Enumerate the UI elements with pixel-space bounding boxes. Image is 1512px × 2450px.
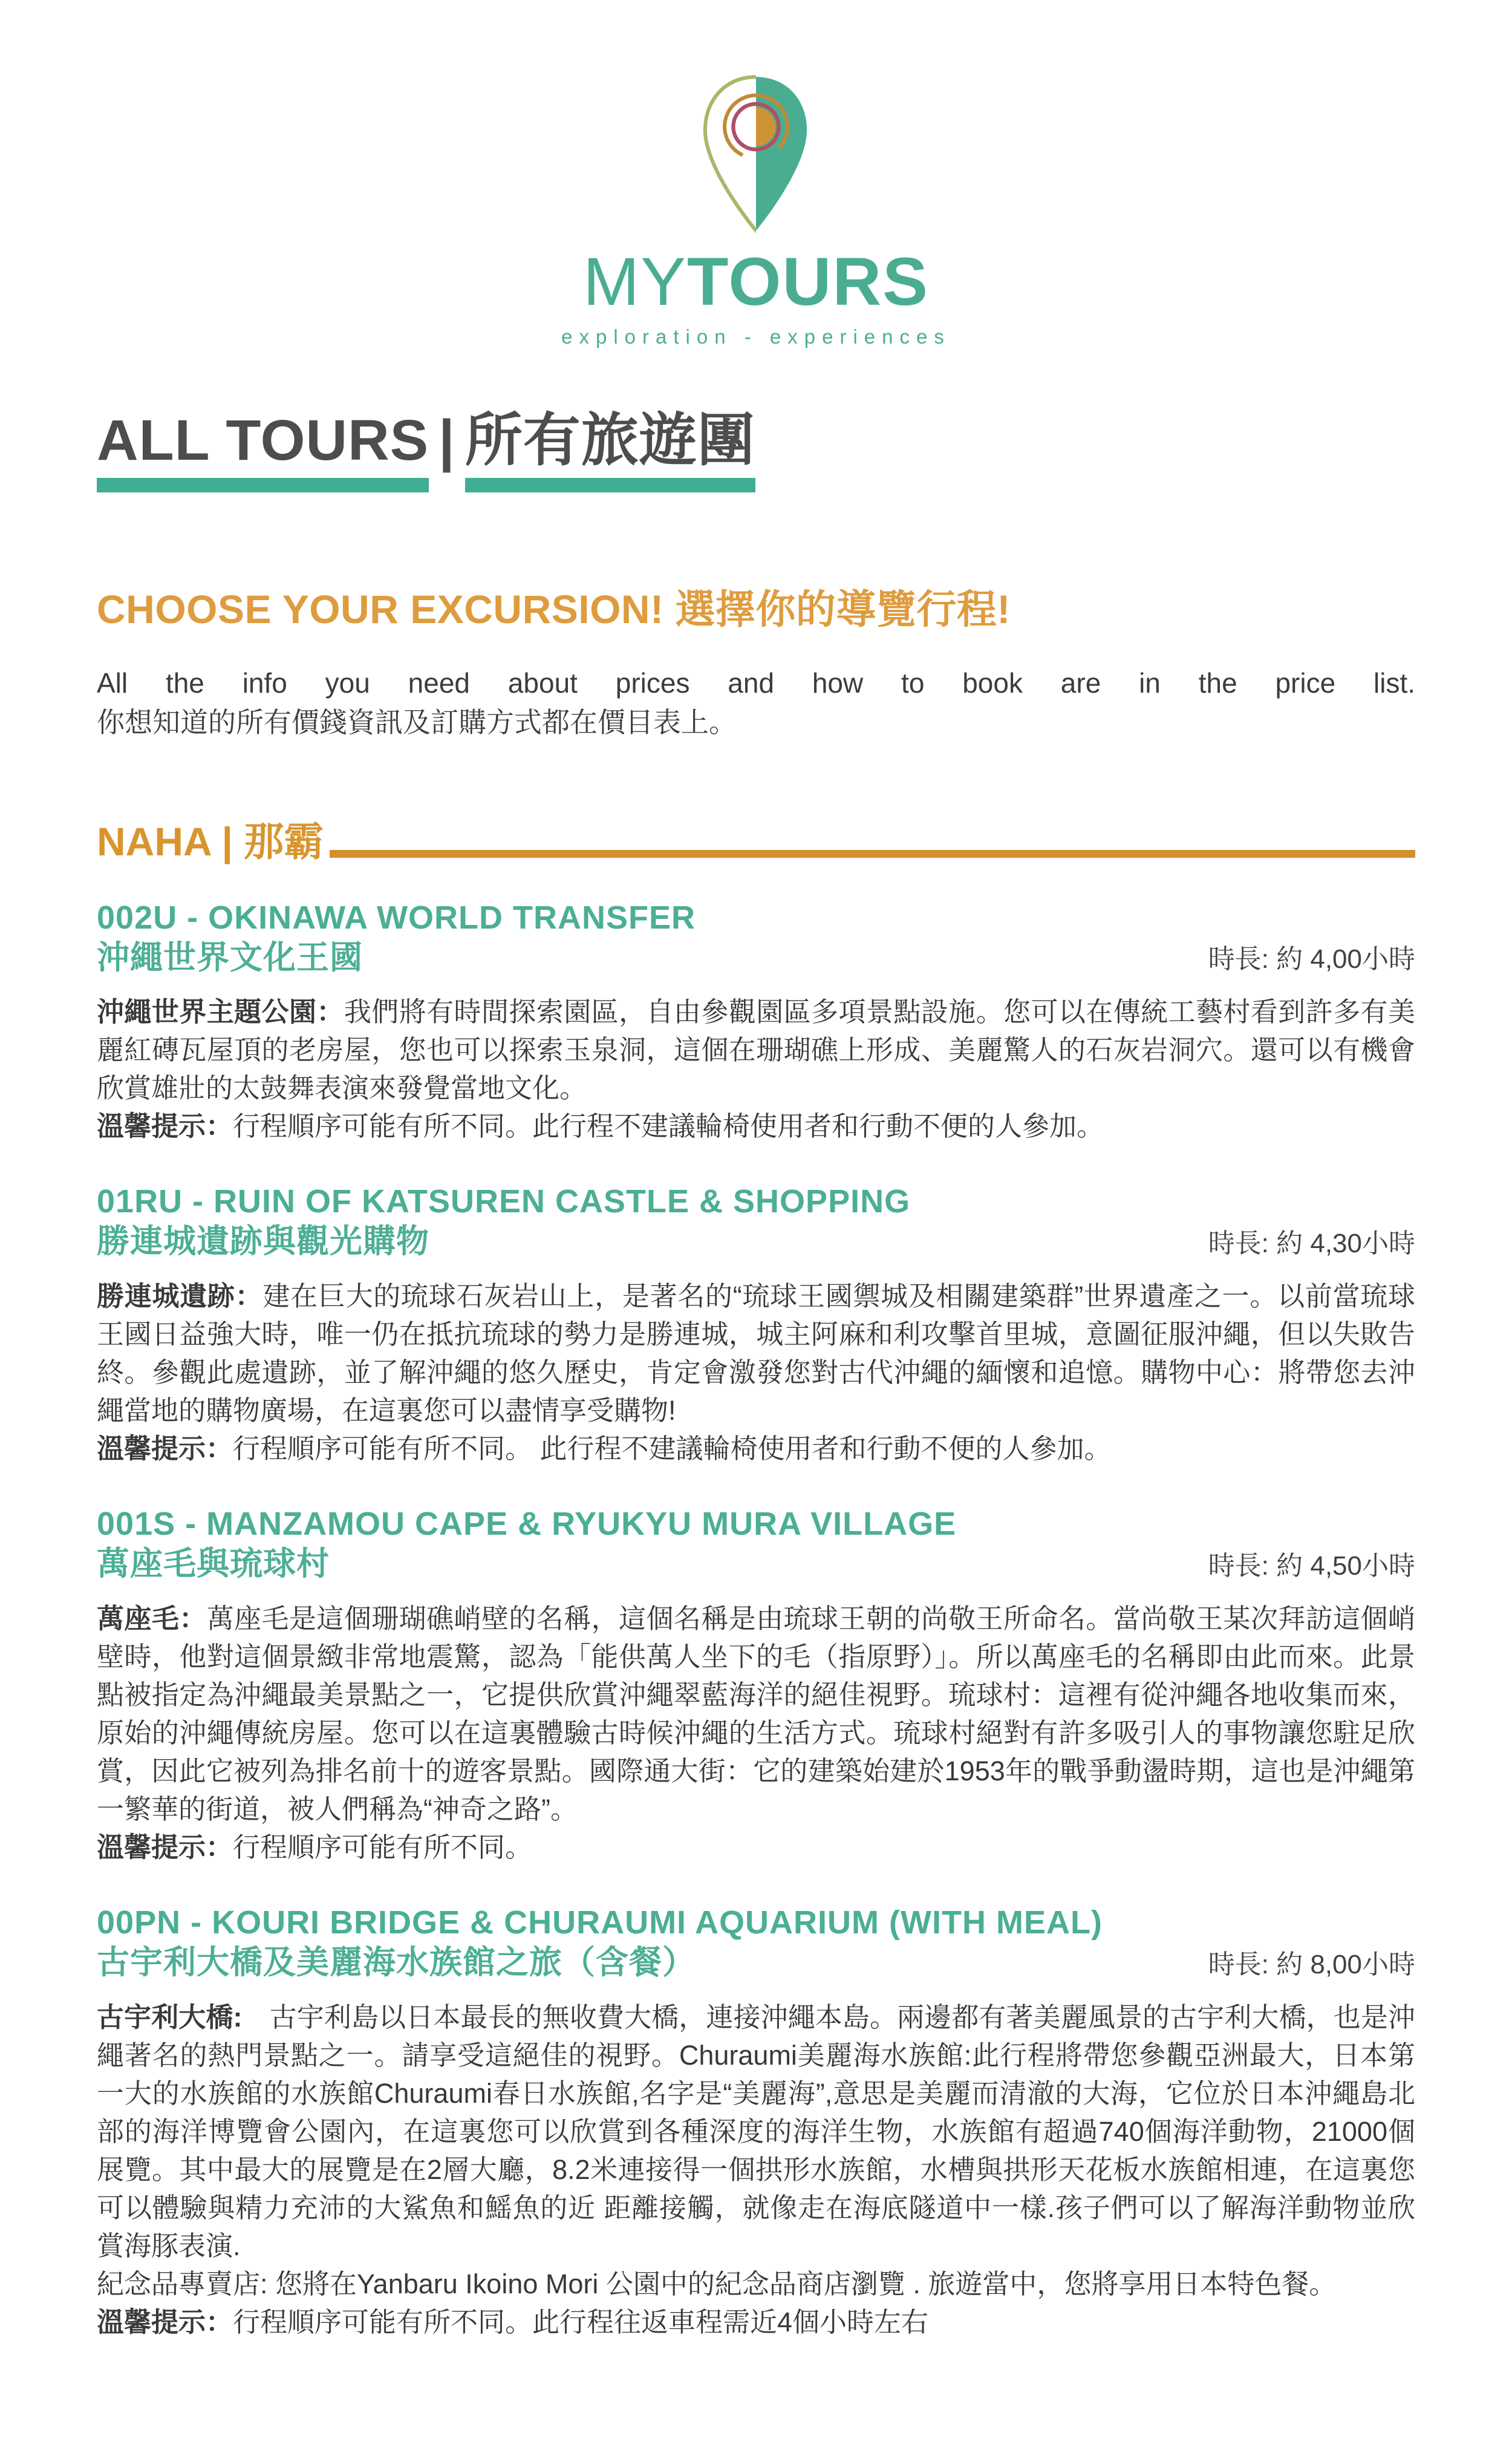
tour-duration: 時長: 約 4,50小時 <box>1208 1550 1415 1581</box>
brand-tagline: exploration - experiences <box>561 325 951 348</box>
tour-card-001s <box>97 1505 1415 1866</box>
tour-tip <box>97 1828 1415 1866</box>
intro-text-zh: 你想知道的所有價錢資訊及訂購方式都在價目表上。 <box>97 707 737 739</box>
tour-paragraph <box>97 1599 1415 1828</box>
tour-duration: 時長: 約 4,30小時 <box>1208 1229 1415 1259</box>
tour-card-002u <box>97 899 1415 1146</box>
tour-subtitle-row <box>97 1221 1415 1261</box>
tour-description <box>97 1998 1415 2341</box>
brand-logo <box>97 73 1415 348</box>
tour-duration: 時長: 約 8,00小時 <box>1208 1949 1415 1979</box>
paragraph-text: 紀念品專賣店: 您將在Yanbaru Ikoino Mori 公園中的紀念品商店瀏覽 . 旅遊當中，您將享用日本特色餐。 <box>97 2268 1337 2299</box>
tour-title: 01RU - RUIN OF KATSUREN CASTLE & SHOPPING <box>97 1183 911 1220</box>
tour-subtitle-row <box>97 1544 1415 1584</box>
paragraph-lead: 萬座毛： <box>97 1602 207 1634</box>
map-pin-icon <box>691 73 821 237</box>
tip-lead: 溫馨提示： <box>97 1111 233 1142</box>
tip-text: 行程順序可能有所不同。 <box>233 1831 533 1863</box>
paragraph-text: 萬座毛是這個珊瑚礁峭壁的名稱，這個名稱是由琉球王朝的尚敬王所命名。當尚敬王某次拜訪這個峭壁時，他對這個景緻非常地震驚，認為「能供萬人坐下的毛（指原野）」。所以萬座毛的名稱即由此而來。此景點被指定為沖繩最美景點之一，它提供欣賞沖繩翠藍海洋的絕佳視野。琉球村：這裡有從沖繩各地收集而來，原始的沖繩傳統房屋。您可以在這裏體驗古時候沖繩的生活方式。琉球村絕對有許多吸引人的事物讓您駐足欣賞，因此它被列為排名前十的遊客景點。國際通大街：它的建築始建於1953年的戰爭動盪時期，這也是沖繩第一繁華的街道，被人們稱為“神奇之路”。 <box>97 1602 1415 1824</box>
page-title-separator: | <box>438 408 455 472</box>
tour-subtitle-row <box>97 1942 1415 1982</box>
tour-subtitle-zh: 古宇利大橋及美麗海水族館之旅（含餐） <box>97 1944 696 1981</box>
brand-wordmark <box>97 244 1415 319</box>
tip-lead: 溫馨提示： <box>97 1831 233 1863</box>
paragraph-lead: 古宇利大橋: <box>97 2001 243 2033</box>
tip-lead: 溫馨提示： <box>97 1433 233 1465</box>
tour-duration: 時長: 約 4,00小時 <box>1208 944 1415 975</box>
tour-tip <box>97 1107 1415 1145</box>
tip-text: 行程順序可能有所不同。此行程往返車程需近4個小時左右 <box>233 2306 929 2337</box>
tour-description <box>97 993 1415 1145</box>
page-title <box>97 408 1415 492</box>
page-title-zh: 所有旅遊團 <box>465 412 755 492</box>
section-header-naha <box>97 818 1415 864</box>
brand-wordmark-bold: TOURS <box>687 244 929 319</box>
tour-subtitle-row <box>97 937 1415 977</box>
tour-description <box>97 1599 1415 1866</box>
tour-subtitle-zh: 萬座毛與琉球村 <box>97 1546 330 1583</box>
tour-paragraph <box>97 1277 1415 1429</box>
section-title-naha: NAHA | 那霸 <box>97 818 324 864</box>
intro-text-en: All the info you need about prices and how to book are in the price list. <box>97 667 1415 699</box>
tip-text: 行程順序可能有所不同。 此行程不建議輪椅使用者和行動不便的人參加。 <box>233 1433 1112 1465</box>
tour-title: 002U - OKINAWA WORLD TRANSFER <box>97 899 696 936</box>
tour-paragraph <box>97 993 1415 1107</box>
paragraph-text: 古宇利島以日本最長的無收費大橋，連接沖繩本島。兩邊都有著美麗風景的古宇利大橋，也是沖繩著名的熱門景點之一。請享受這絕佳的視野。Churaumi美麗海水族館:此行程將帶您參觀亞洲最大，日本第一大的水族館的水族館Churaumi春日水族館,名字是“美麗海”,意思是美麗而清澈的大海，它位於日本沖繩島北部的海洋博覽會公園內，在這裏您可以欣賞到各種深度的海洋生物，水族館有超過740個海洋動物，21000個展覽。其中最大的展覽是在2層大廳，8.2米連接得一個拱形水族館，水槽與拱形天花板水族館相連，在這裏您可以體驗與精力充沛的大鯊魚和鰩魚的近 距離接觸，就像走在海底隧道中一樣.孩子們可以了解海洋動物並欣賞海豚表演. <box>97 2001 1415 2261</box>
paragraph-lead: 沖繩世界主題公園： <box>97 996 344 1028</box>
paragraph-text: 我們將有時間探索園區，自由參觀園區多項景點設施。您可以在傳統工藝村看到許多有美麗紅磚瓦屋頂的老房屋，您也可以探索玉泉洞，這個在珊瑚礁上形成、美麗驚人的石灰岩洞穴。還可以有機會欣賞雄壯的太鼓舞表演來發覺當地文化。 <box>97 996 1415 1104</box>
tour-card-00pn <box>97 1904 1415 2341</box>
tip-text: 行程順序可能有所不同。此行程不建議輪椅使用者和行動不便的人參加。 <box>233 1111 1104 1142</box>
tour-paragraph <box>97 1998 1415 2265</box>
page-title-en: ALL TOURS <box>97 412 429 492</box>
tour-card-01ru <box>97 1183 1415 1468</box>
tour-title: 001S - MANZAMOU CAPE & RYUKYU MURA VILLAGE <box>97 1506 957 1543</box>
tour-tip <box>97 1429 1415 1468</box>
choose-excursion-heading: CHOOSE YOUR EXCURSION! 選擇你的導覽行程! <box>97 587 1011 632</box>
tour-subtitle-zh: 沖繩世界文化王國 <box>97 939 363 976</box>
paragraph-lead: 勝連城遺跡： <box>97 1281 263 1312</box>
brand-wordmark-light: MY <box>583 244 687 319</box>
section-rule <box>330 850 1415 858</box>
tip-lead: 溫馨提示： <box>97 2306 233 2337</box>
tour-subtitle-zh: 勝連城遺跡與觀光購物 <box>97 1223 429 1260</box>
tour-title: 00PN - KOURI BRIDGE & CHURAUMI AQUARIUM (WITH MEAL) <box>97 1904 1103 1941</box>
tour-description <box>97 1277 1415 1468</box>
paragraph-text: 建在巨大的琉球石灰岩山上，是著名的“琉球王國禦城及相關建築群”世界遺產之一。以前當琉球王國日益強大時，唯一仍在抵抗琉球的勢力是勝連城，城主阿麻和利攻擊首里城，意圖征服沖繩，但以失敗告終。參觀此處遺跡，並了解沖繩的悠久歷史，肯定會激發您對古代沖繩的緬懷和追憶。購物中心：將帶您去沖繩當地的購物廣場，在這裏您可以盡情享受購物! <box>97 1281 1415 1426</box>
tour-paragraph <box>97 2265 1415 2303</box>
tour-tip <box>97 2303 1415 2341</box>
